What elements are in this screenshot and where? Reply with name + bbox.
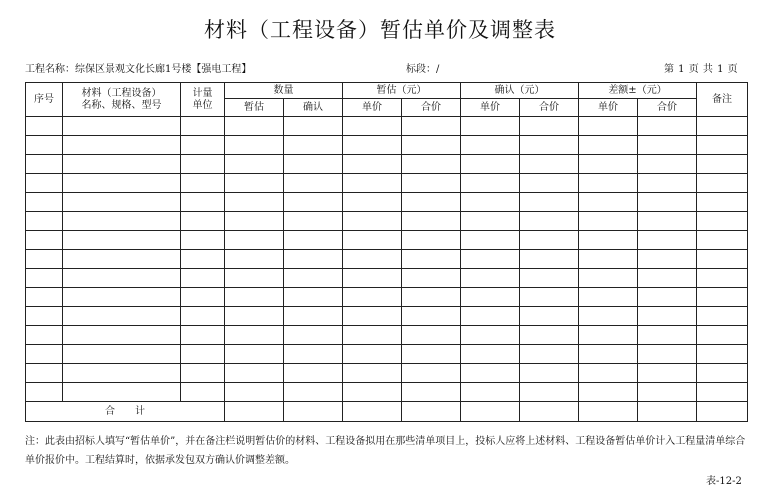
table-cell [26, 288, 63, 307]
table-cell [343, 136, 402, 155]
table-cell [697, 345, 748, 364]
table-cell [225, 231, 284, 250]
table-cell [284, 307, 343, 326]
table-row [26, 231, 748, 250]
header-material-line2: 名称、规格、型号 [81, 99, 162, 111]
table-cell [343, 212, 402, 231]
table-cell [343, 383, 402, 402]
table-cell [461, 231, 520, 250]
table-cell [638, 136, 697, 155]
table-cell [638, 326, 697, 345]
table-cell [402, 288, 461, 307]
table-cell [461, 307, 520, 326]
page-info: 第 1 页 共 1 页 [664, 64, 739, 75]
table-cell [579, 383, 638, 402]
table-cell [26, 383, 63, 402]
table-cell [26, 345, 63, 364]
table-cell [225, 326, 284, 345]
table-cell [697, 288, 748, 307]
table-cell [520, 307, 579, 326]
table-cell [26, 174, 63, 193]
table-cell [638, 193, 697, 212]
total-cell [638, 402, 697, 422]
table-cell [579, 326, 638, 345]
table-cell [402, 250, 461, 269]
header-seq: 序号 [26, 83, 63, 117]
table-cell [579, 250, 638, 269]
table-cell [181, 212, 225, 231]
subheader-diff-total-price: 合价 [638, 99, 697, 117]
table-cell [638, 345, 697, 364]
table-cell [284, 174, 343, 193]
table-cell [461, 174, 520, 193]
table-cell [63, 345, 181, 364]
table-cell [697, 155, 748, 174]
table-cell [697, 174, 748, 193]
table-cell [63, 212, 181, 231]
table-cell [579, 155, 638, 174]
table-cell [461, 117, 520, 136]
estimate-table [25, 82, 748, 422]
header-diff: 差额±（元） [579, 83, 697, 99]
table-cell [284, 269, 343, 288]
table-cell [697, 136, 748, 155]
table-cell [461, 288, 520, 307]
table-cell [343, 231, 402, 250]
table-cell [225, 117, 284, 136]
table-cell [697, 231, 748, 250]
table-cell [26, 231, 63, 250]
subheader-confirm-total-price: 合价 [520, 99, 579, 117]
table-cell [579, 364, 638, 383]
table-cell [402, 231, 461, 250]
total-cell [343, 402, 402, 422]
table-row [26, 383, 748, 402]
project-name: 工程名称：综保区景观文化长廊1号楼【强电工程】 [25, 64, 252, 75]
table-cell [284, 326, 343, 345]
subheader-quantity-estimate: 暂估 [225, 99, 284, 117]
total-label: 合计 [26, 402, 225, 422]
table-cell [284, 231, 343, 250]
table-cell [461, 326, 520, 345]
table-row [26, 345, 748, 364]
header-material [63, 83, 181, 117]
table-cell [181, 288, 225, 307]
table-cell [343, 307, 402, 326]
table-cell [225, 307, 284, 326]
table-cell [402, 155, 461, 174]
table-cell [638, 364, 697, 383]
table-cell [697, 250, 748, 269]
table-cell [343, 193, 402, 212]
table-cell [520, 269, 579, 288]
table-cell [26, 136, 63, 155]
table-cell [181, 364, 225, 383]
table-row [26, 174, 748, 193]
table-cell [26, 326, 63, 345]
table-cell [225, 250, 284, 269]
table-cell [638, 307, 697, 326]
table-cell [461, 193, 520, 212]
table-cell [579, 288, 638, 307]
table-cell [343, 155, 402, 174]
total-cell [402, 402, 461, 422]
table-cell [402, 307, 461, 326]
table-cell [181, 174, 225, 193]
table-cell [520, 117, 579, 136]
subheader-estimate-total-price: 合价 [402, 99, 461, 117]
table-cell [343, 250, 402, 269]
footnote: 注：此表由招标人填写“暂估单价”，并在备注栏说明暂估价的材料、工程设备拟用在那些清单项目上，投标人应将上述材料、工程设备暂估单价计入工程量清单综合单价报价中。工程结算时，依据承发包双方确认价调整差额。 [25, 436, 746, 466]
table-cell [638, 269, 697, 288]
table-cell [638, 231, 697, 250]
table-cell [63, 326, 181, 345]
table-cell [225, 212, 284, 231]
table-cell [26, 117, 63, 136]
table-cell [26, 269, 63, 288]
total-cell [697, 402, 748, 422]
table-cell [697, 364, 748, 383]
table-cell [579, 307, 638, 326]
subheader-quantity-confirm: 确认 [284, 99, 343, 117]
table-cell [63, 383, 181, 402]
table-cell [579, 212, 638, 231]
table-cell [461, 364, 520, 383]
table-cell [343, 364, 402, 383]
table-cell [697, 326, 748, 345]
table-cell [520, 193, 579, 212]
table-cell [181, 307, 225, 326]
table-cell [520, 345, 579, 364]
table-cell [26, 307, 63, 326]
table-cell [579, 136, 638, 155]
table-cell [461, 250, 520, 269]
table-cell [26, 155, 63, 174]
table-cell [579, 117, 638, 136]
subheader-confirm-unit-price: 单价 [461, 99, 520, 117]
total-cell [579, 402, 638, 422]
table-cell [284, 155, 343, 174]
table-cell [638, 117, 697, 136]
header-confirm: 确认（元） [461, 83, 579, 99]
table-cell [520, 288, 579, 307]
table-cell [697, 193, 748, 212]
table-cell [63, 193, 181, 212]
table-cell [402, 364, 461, 383]
section-label: 标段：/ [406, 64, 440, 75]
table-row [26, 269, 748, 288]
table-cell [579, 193, 638, 212]
table-cell [63, 231, 181, 250]
total-cell [284, 402, 343, 422]
header-unit [181, 83, 225, 117]
total-cell [225, 402, 284, 422]
table-cell [181, 136, 225, 155]
table-row [26, 155, 748, 174]
subheader-estimate-unit-price: 单价 [343, 99, 402, 117]
table-cell [461, 383, 520, 402]
table-cell [579, 269, 638, 288]
table-cell [181, 155, 225, 174]
table-cell [225, 136, 284, 155]
table-cell [225, 364, 284, 383]
table-cell [520, 231, 579, 250]
total-cell [461, 402, 520, 422]
table-row [26, 117, 748, 136]
table-cell [697, 117, 748, 136]
table-cell [343, 345, 402, 364]
header-quantity: 数量 [225, 83, 343, 99]
table-cell [225, 383, 284, 402]
table-row [26, 250, 748, 269]
total-cell [520, 402, 579, 422]
table-cell [343, 117, 402, 136]
table-row [26, 212, 748, 231]
table-cell [579, 174, 638, 193]
table-cell [520, 326, 579, 345]
table-cell [63, 136, 181, 155]
table-cell [181, 231, 225, 250]
table-cell [284, 250, 343, 269]
table-cell [697, 212, 748, 231]
table-cell [181, 326, 225, 345]
table-cell [225, 174, 284, 193]
table-cell [402, 383, 461, 402]
table-cell [638, 288, 697, 307]
table-cell [461, 269, 520, 288]
table-cell [343, 326, 402, 345]
table-cell [402, 193, 461, 212]
table-cell [520, 136, 579, 155]
table-row [26, 364, 748, 383]
table-cell [284, 212, 343, 231]
table-cell [402, 117, 461, 136]
table-cell [579, 345, 638, 364]
table-cell [520, 364, 579, 383]
table-cell [63, 307, 181, 326]
table-cell [697, 307, 748, 326]
table-row [26, 193, 748, 212]
table-cell [63, 364, 181, 383]
table-cell [181, 250, 225, 269]
table-cell [225, 345, 284, 364]
table-cell [63, 250, 181, 269]
table-cell [284, 193, 343, 212]
table-cell [520, 250, 579, 269]
table-cell [181, 193, 225, 212]
page-title: 材料（工程设备）暂估单价及调整表 [204, 18, 556, 42]
table-cell [402, 174, 461, 193]
table-cell [520, 174, 579, 193]
table-cell [225, 155, 284, 174]
table-row [26, 288, 748, 307]
table-cell [63, 174, 181, 193]
table-cell [402, 326, 461, 345]
table-cell [638, 174, 697, 193]
table-cell [343, 174, 402, 193]
form-code: 表-12-2 [706, 476, 742, 487]
table-cell [63, 288, 181, 307]
table-cell [284, 383, 343, 402]
table-cell [402, 136, 461, 155]
table-cell [181, 117, 225, 136]
table-cell [697, 269, 748, 288]
table-cell [225, 193, 284, 212]
table-cell [63, 117, 181, 136]
table-row [26, 326, 748, 345]
table-cell [638, 212, 697, 231]
header-unit-line1: 计量 [192, 87, 213, 99]
table-cell [520, 383, 579, 402]
table-row [26, 136, 748, 155]
table-cell [638, 383, 697, 402]
header-unit-line2: 单位 [192, 99, 213, 111]
table-cell [284, 288, 343, 307]
table-cell [461, 345, 520, 364]
table-cell [402, 269, 461, 288]
table-cell [63, 269, 181, 288]
table-cell [181, 383, 225, 402]
table-row [26, 307, 748, 326]
table-cell [284, 345, 343, 364]
table-cell [638, 250, 697, 269]
table-cell [461, 212, 520, 231]
table-cell [26, 364, 63, 383]
table-cell [284, 364, 343, 383]
table-cell [520, 155, 579, 174]
table-cell [697, 383, 748, 402]
header-material-line1: 材料（工程设备） [81, 87, 162, 99]
table-cell [26, 212, 63, 231]
table-cell [181, 269, 225, 288]
table-cell [343, 269, 402, 288]
table-cell [402, 212, 461, 231]
table-cell [638, 155, 697, 174]
table-cell [343, 288, 402, 307]
table-cell [461, 155, 520, 174]
table-cell [181, 345, 225, 364]
table-cell [26, 193, 63, 212]
header-estimate: 暂估（元） [343, 83, 461, 99]
table-cell [461, 136, 520, 155]
table-cell [284, 136, 343, 155]
header-remark: 备注 [697, 83, 748, 117]
table-cell [26, 250, 63, 269]
table-cell [520, 212, 579, 231]
table-cell [225, 288, 284, 307]
subheader-diff-unit-price: 单价 [579, 99, 638, 117]
table-cell [284, 117, 343, 136]
table-cell [579, 231, 638, 250]
table-cell [225, 269, 284, 288]
table-cell [402, 345, 461, 364]
table-cell [63, 155, 181, 174]
